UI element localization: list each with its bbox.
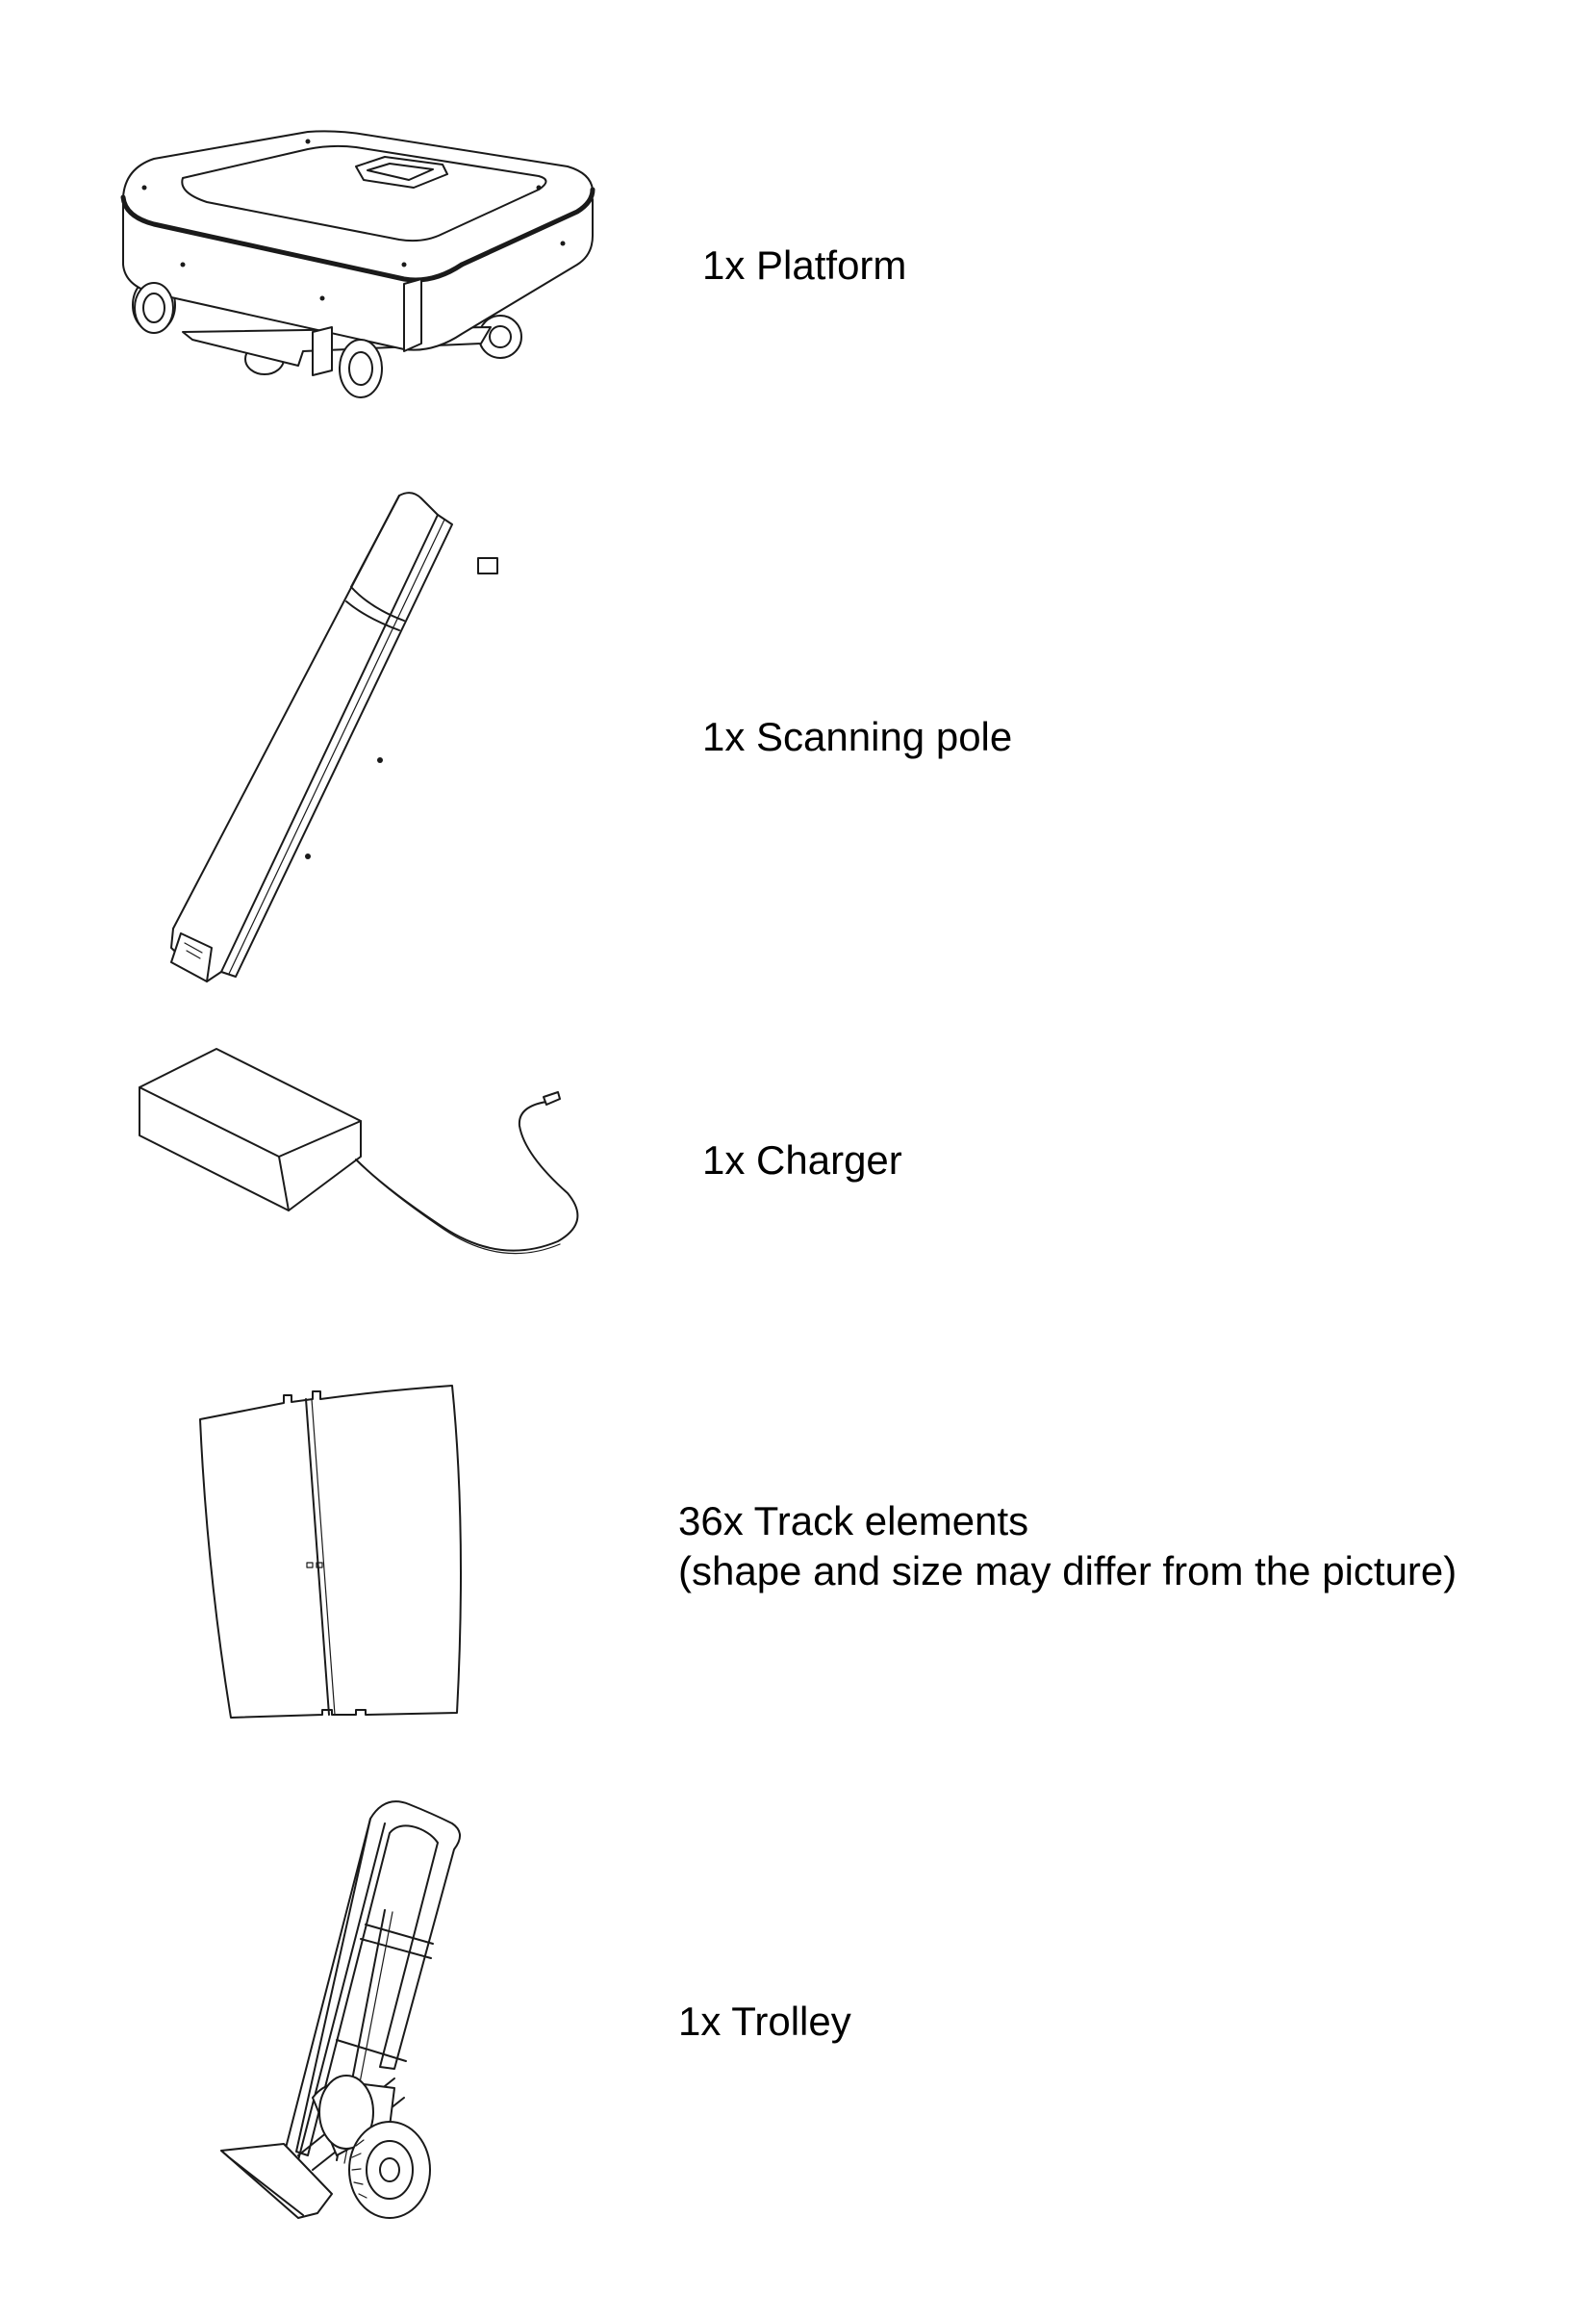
item-name: Track elements [753, 1498, 1029, 1543]
item-quantity: 1x [702, 242, 746, 288]
item-quantity: 1x [702, 1137, 746, 1183]
item-name: Charger [756, 1137, 902, 1183]
track-element-illustration [192, 1386, 471, 1722]
item-quantity: 1x [678, 1999, 722, 2044]
item-label-charger [702, 1135, 902, 1185]
item-label-scanning-pole [702, 712, 1012, 762]
item-label-trolley [678, 1997, 851, 2047]
platform-illustration [115, 120, 606, 419]
item-name: Trolley [731, 1999, 851, 2044]
item-quantity: 36x [678, 1498, 744, 1543]
wheel-front-left [135, 283, 173, 333]
item-note: (shape and size may differ from the picture) [678, 1548, 1457, 1593]
item-name: Scanning pole [756, 714, 1013, 759]
trolley-illustration [202, 1790, 471, 2242]
item-name: Platform [756, 242, 907, 288]
item-quantity: 1x [702, 714, 746, 759]
charger-illustration [135, 1049, 596, 1270]
scanning-pole-illustration [164, 491, 568, 991]
item-label-platform [702, 241, 906, 291]
wheel-front-right [340, 340, 382, 397]
item-label-track-elements [678, 1496, 1457, 1596]
